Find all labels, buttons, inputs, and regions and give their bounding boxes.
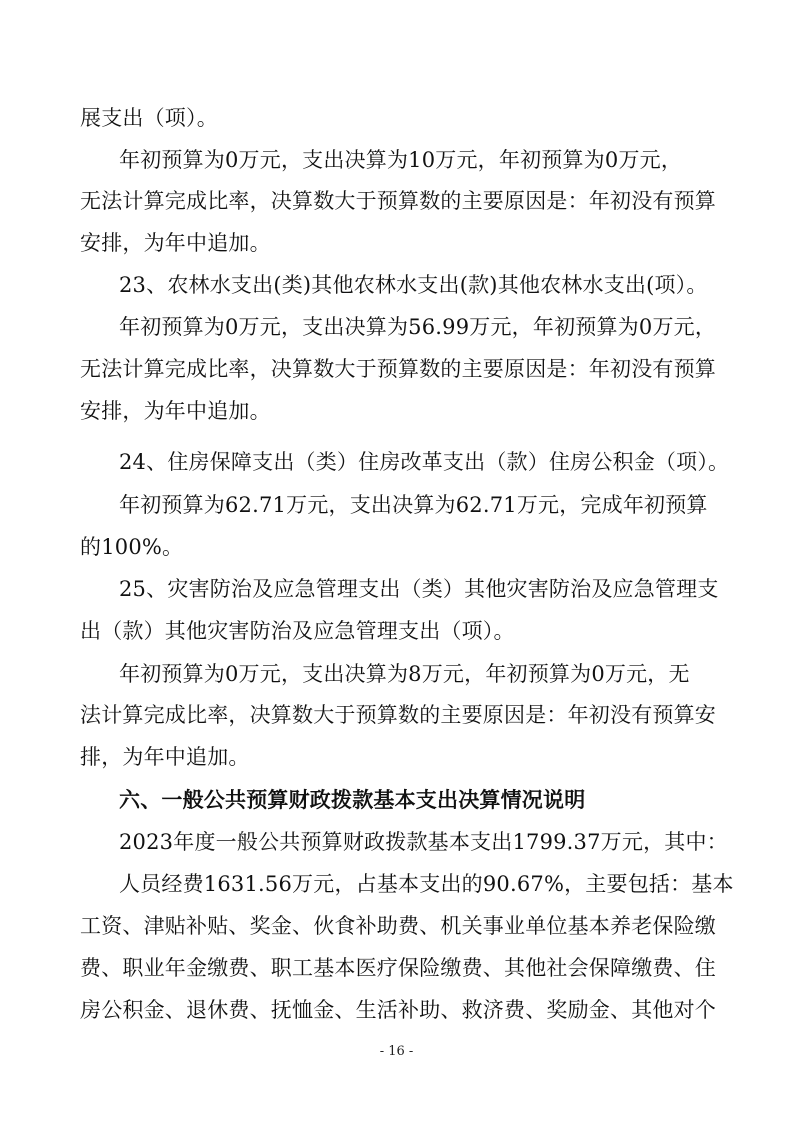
- paragraph-line: 人员经费1631.56万元，占基本支出的90.67%，主要包括：基本: [119, 872, 734, 896]
- paragraph-line: 费、职业年金缴费、职工基本医疗保险缴费、其他社会保障缴费、住: [80, 956, 716, 980]
- section-heading: 六、一般公共预算财政拨款基本支出决算情况说明: [119, 788, 586, 812]
- paragraph-line: 的100%。: [80, 535, 184, 559]
- paragraph-line: 年初预算为0万元，支出决算为10万元，年初预算为0万元，: [119, 148, 683, 172]
- section-item-25: 25、灾害防治及应急管理支出（类）其他灾害防治及应急管理支: [119, 577, 719, 601]
- page-number: - 16 -: [379, 1044, 414, 1059]
- paragraph-line: 安排，为年中追加。: [80, 399, 271, 423]
- section-item-23: 23、农林水支出(类)其他农林水支出(款)其他农林水支出(项）。: [119, 273, 708, 297]
- paragraph-line: 房公积金、退休费、抚恤金、生活补助、救济费、奖励金、其他对个: [80, 998, 716, 1022]
- paragraph-line: 法计算完成比率，决算数大于预算数的主要原因是：年初没有预算安: [80, 703, 716, 727]
- paragraph-line: 无法计算完成比率，决算数大于预算数的主要原因是：年初没有预算: [80, 189, 716, 213]
- paragraph-line: 工资、津贴补贴、奖金、伙食补助费、机关事业单位基本养老保险缴: [80, 914, 716, 938]
- section-item-24: 24、住房保障支出（类）住房改革支出（款）住房公积金（项）。: [119, 450, 730, 474]
- paragraph-line: 年初预算为0万元，支出决算为56.99万元，年初预算为0万元，: [119, 315, 717, 339]
- paragraph-line: 展支出（项）。: [80, 106, 218, 130]
- paragraph-line: 出（款）其他灾害防治及应急管理支出（项）。: [80, 619, 515, 643]
- paragraph-line: 安排，为年中追加。: [80, 231, 271, 255]
- paragraph-line: 排，为年中追加。: [80, 745, 250, 769]
- paragraph-line: 年初预算为0万元，支出决算为8万元，年初预算为0万元，无: [119, 662, 690, 686]
- paragraph-line: 年初预算为62.71万元，支出决算为62.71万元，完成年初预算: [119, 493, 708, 517]
- paragraph-line: 2023年度一般公共预算财政拨款基本支出1799.37万元，其中：: [119, 830, 728, 854]
- paragraph-line: 无法计算完成比率，决算数大于预算数的主要原因是：年初没有预算: [80, 357, 716, 381]
